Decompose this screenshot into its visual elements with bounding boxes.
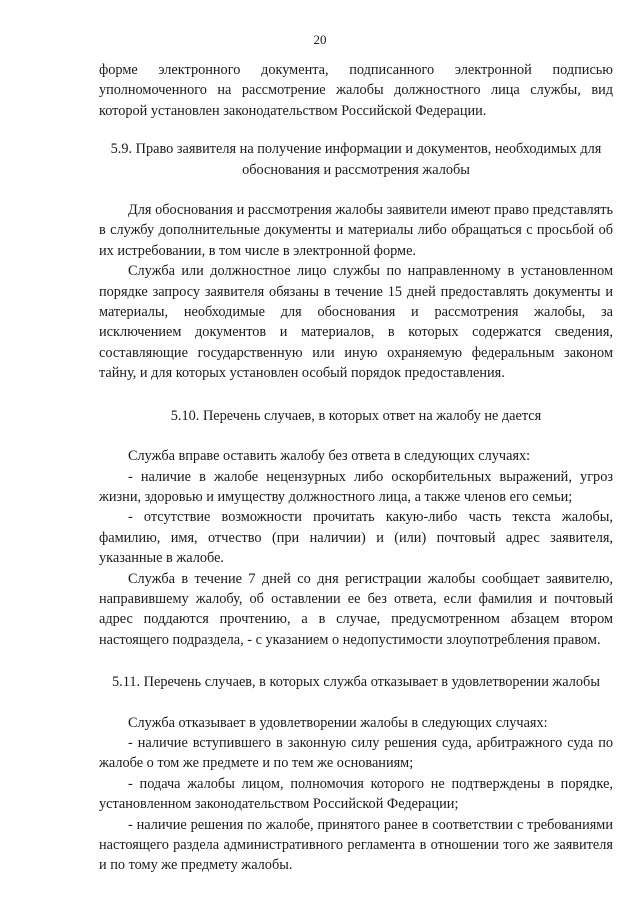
section-5-10-paragraph: Служба вправе оставить жалобу без ответа в следующих случаях: — [128, 448, 531, 465]
section-5-9-paragraph: Для обоснования и рассмотрения жалобы заявители имеют право представлять в службу дополнительные документы и материалы либо обращаться с просьбой об их истребовании, в том числе в электронной форме. — [99, 202, 613, 259]
section-5-11-list-item: - наличие вступившего в законную силу решения суда, арбитражного суда по жалобе о том же предмете и по тем же основаниям; — [99, 734, 613, 772]
section-5-10-paragraph: Служба в течение 7 дней со дня регистрации жалобы сообщает заявителю, направившему жалобу, об оставлении ее без ответа, если фамилия и почтовый адрес поддаются прочтению, а в случае, предусмотренном абзацем втором настоящего подраздела, - с указанием о недопустимости злоупотребления правом. — [99, 570, 613, 648]
section-5-10-heading: 5.10. Перечень случаев, в которых ответ на жалобу не дается — [170, 407, 542, 424]
section-5-11-list-item: - наличие решения по жалобе, принятого ранее в соответствии с требованиями настоящего раздела административного регламента в отношении того же заявителя и по тому же предмету жалобы. — [99, 816, 613, 874]
section-5-10-list-item: - отсутствие возможности прочитать какую-либо часть текста жалобы, фамилию, имя, отчество (при наличии) и (или) почтовый адрес заявителя, указанные в жалобе. — [99, 509, 613, 567]
intro-paragraph: форме электронного документа, подписанного электронной подписью уполномоченного на рассмотрение жалобы должностного лица службы, вид которой установлен законодательством Российской Федерации. — [99, 62, 613, 119]
section-5-9-paragraph: Служба или должностное лицо службы по направленному в установленном порядке запросу заявителя обязаны в течение 15 дней предоставлять документы и материалы, необходимые для обоснования и рассмотрения жалобы, за исключением документов и материалов, в которых содержатся сведения, составляющие государственную или иную охраняемую федеральным законом тайну, и для которых установлен особый порядок предоставления. — [99, 263, 613, 382]
section-5-10-list-item: - наличие в жалобе нецензурных либо оскорбительных выражений, угроз жизни, здоровью и имуществу должностного лица, а также членов его семьи; — [99, 468, 613, 505]
document-body — [99, 60, 613, 876]
section-5-9-heading: 5.9. Право заявителя на получение информации и документов, необходимых для обоснования и рассмотрения жалобы — [110, 141, 602, 178]
section-5-11-heading: 5.11. Перечень случаев, в которых служба отказывает в удовлетворении жалобы — [112, 674, 600, 691]
section-5-11-paragraph: Служба отказывает в удовлетворении жалобы в следующих случаях: — [128, 714, 548, 731]
section-5-11-list-item: - подача жалобы лицом, полномочия которого не подтверждены в порядке, установленном законодательством Российской Федерации; — [99, 775, 613, 813]
page-number: 20 — [313, 32, 327, 47]
